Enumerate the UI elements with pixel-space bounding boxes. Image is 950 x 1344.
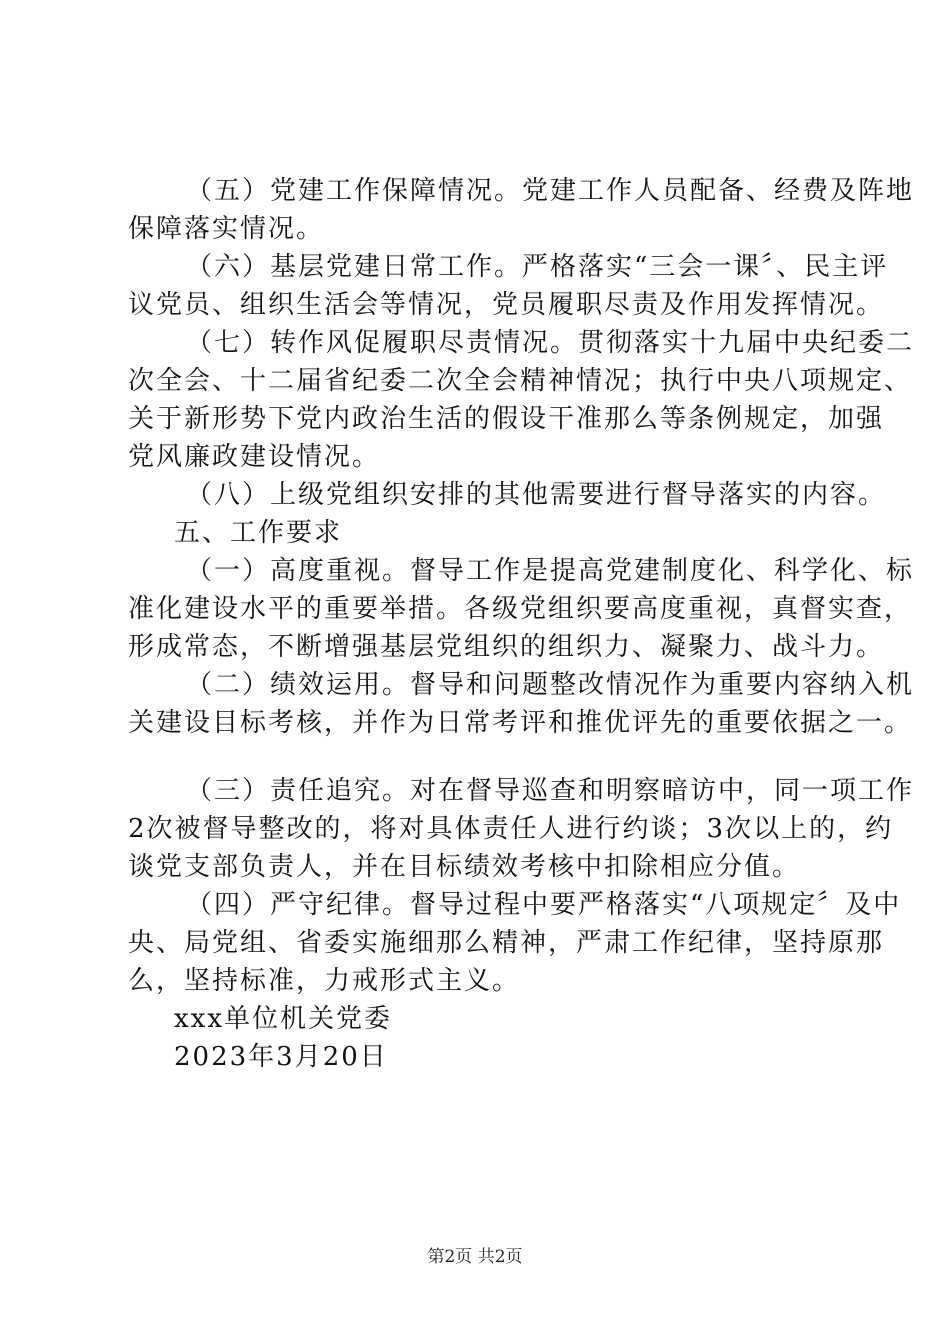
paragraph-line: （一）高度重视。督导工作是提高党建制度化、科学化、标	[186, 556, 915, 586]
paragraph-line: 议党员、组织生活会等情况，党员履职尽责及作用发挥情况。	[128, 290, 885, 320]
document-body	[128, 172, 915, 1076]
paragraph-line: 关于新形势下党内政治生活的假设干准那么等条例规定，加强	[128, 404, 885, 434]
paragraph-line: 准化建设水平的重要举措。各级党组织要高度重视，真督实查，	[128, 594, 913, 624]
paragraph-line: （五）党建工作保障情况。党建工作人员配备、经费及阵地	[186, 176, 915, 206]
paragraph-line: 保障落实情况。	[128, 214, 325, 244]
paragraph-line: （八）上级党组织安排的其他需要进行督导落实的内容。	[186, 480, 887, 510]
paragraph-line: 党风廉政建设情况。	[128, 442, 381, 472]
paragraph-line: 形成常态，不断增强基层党组织的组织力、凝聚力、战斗力。	[128, 632, 885, 662]
paragraph-line: 2次被督导整改的，将对具体责任人进行约谈；3次以上的，约	[128, 814, 894, 844]
paragraph-line: （六）基层党建日常工作。严格落实“三会一课〞、民主评	[186, 252, 889, 282]
paragraph-line: （七）转作风促履职尽责情况。贯彻落实十九届中央纪委二	[186, 328, 915, 358]
paragraph-gap	[128, 742, 840, 772]
paragraph-line: 央、局党组、省委实施细那么精神，严肃工作纪律，坚持原那	[128, 928, 885, 958]
paragraph-line: （三）责任追究。对在督导巡查和明察暗访中，同一项工作	[186, 776, 915, 806]
section-heading: 五、工作要求	[174, 518, 343, 548]
signature-organization: xxx单位机关党委	[174, 1004, 392, 1034]
paragraph-line: （二）绩效运用。督导和问题整改情况作为重要内容纳入机	[186, 670, 915, 700]
page-number-footer: 第2页 共2页	[427, 1247, 523, 1267]
paragraph-line: 么，坚持标准，力戒形式主义。	[128, 966, 521, 996]
paragraph-line: 关建设目标考核，并作为日常考评和推优评先的重要依据之一。	[128, 708, 913, 738]
paragraph-line: 谈党支部负责人，并在目标绩效考核中扣除相应分值。	[128, 852, 801, 882]
paragraph-line: （四）严守纪律。督导过程中要严格落实“八项规定〞及中	[186, 890, 902, 920]
signature-date: 2023年3月20日	[174, 1042, 388, 1072]
paragraph-line: 次全会、十二届省纪委二次全会精神情况；执行中央八项规定、	[128, 366, 913, 396]
